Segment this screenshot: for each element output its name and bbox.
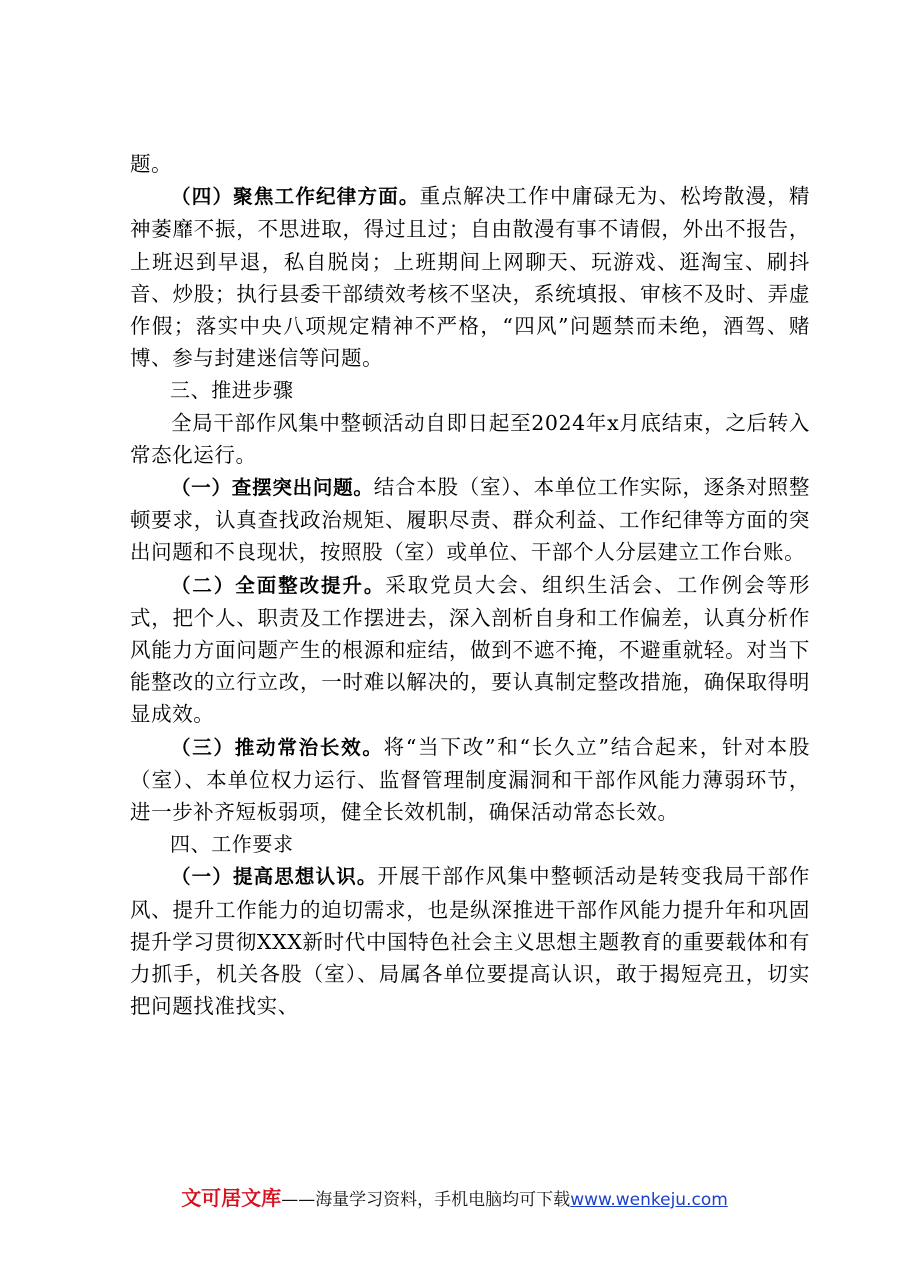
- paragraph-text: 开展干部作风集中整顿活动是转变我局干部作风、提升工作能力的迫切需求，也是纵深推进干部作风能力提升年和巩固提升学习贯彻XXX新时代中国特色社会主义思想主题教育的重要载体和有力抓手，机关各股（室）、局属各单位要提高认识，敢于揭短亮丑，切实把问题找准找实、: [130, 864, 810, 1019]
- paragraph-awareness: [130, 860, 810, 1022]
- footer-banner: [0, 1182, 909, 1211]
- paragraph-text: 全局干部作风集中整顿活动自即日起至2024年x月底结束，之后转入常态化运行。: [130, 410, 810, 467]
- paragraph-text: 题。: [130, 152, 173, 176]
- document-body: [130, 148, 810, 1022]
- paragraph-text: 将“当下改”和“长久立”结合起来，针对本股（室）、本单位权力运行、监督管理制度漏洞和干部作风能力薄弱环节，进一步补齐短板弱项，健全长效机制，确保活动常态长效。: [130, 734, 810, 825]
- paragraph-text: 采取党员大会、组织生活会、工作例会等形式，把个人、职责及工作摆进去，深入剖析自身和工作偏差，认真分析作风能力方面问题产生的根源和症结，做到不遮不掩，不避重就轻。对当下能整改的立行立改，一时难以解决的，要认真制定整改措施，确保取得明显成效。: [130, 572, 810, 727]
- section-heading-requirements: 四、工作要求: [170, 832, 294, 857]
- paragraph-timeline: [130, 407, 810, 471]
- paragraph-lead: （二）全面整改提升。: [171, 573, 386, 597]
- section-heading-steps: 三、推进步骤: [170, 378, 294, 403]
- footer-slogan: ——海量学习资料，手机电脑均可下载: [281, 1190, 571, 1210]
- paragraph-work-discipline: [130, 180, 810, 374]
- paragraph-text: 结合本股（室）、本单位工作实际，逐条对照整顿要求，认真查找政治规矩、履职尽责、群众利益、工作纪律等方面的突出问题和不良现状，按照股（室）或单位、干部个人分层建立工作台账。: [130, 475, 810, 565]
- paragraph-lead: （三）推动常治长效。: [171, 735, 384, 759]
- footer-brand: 文可居文库: [181, 1186, 282, 1210]
- paragraph-rectify: [130, 569, 810, 731]
- paragraph-find-problems: [130, 471, 810, 569]
- paragraph-lead: （一）提高思想认识。: [171, 865, 378, 889]
- paragraph-lead: （一）查摆突出问题。: [171, 476, 374, 500]
- paragraph-text: 重点解决工作中庸碌无为、松垮散漫，精神萎靡不振，不思进取，得过且过；自由散漫有事不请假，外出不报告，上班迟到早退，私自脱岗；上班期间上网聊天、玩游戏、逛淘宝、刷抖音、炒股；执行县委干部绩效考核不坚决，系统填报、审核不及时、弄虚作假；落实中央八项规定精神不严格，“四风”问题禁而未绝，酒驾、赌博、参与封建迷信等问题。: [130, 184, 810, 371]
- paragraph-long-term: [130, 731, 810, 829]
- paragraph-lead: （四）聚焦工作纪律方面。: [171, 185, 420, 209]
- footer-link[interactable]: www.wenkeju.com: [570, 1190, 728, 1210]
- paragraph-continuation: [130, 148, 810, 180]
